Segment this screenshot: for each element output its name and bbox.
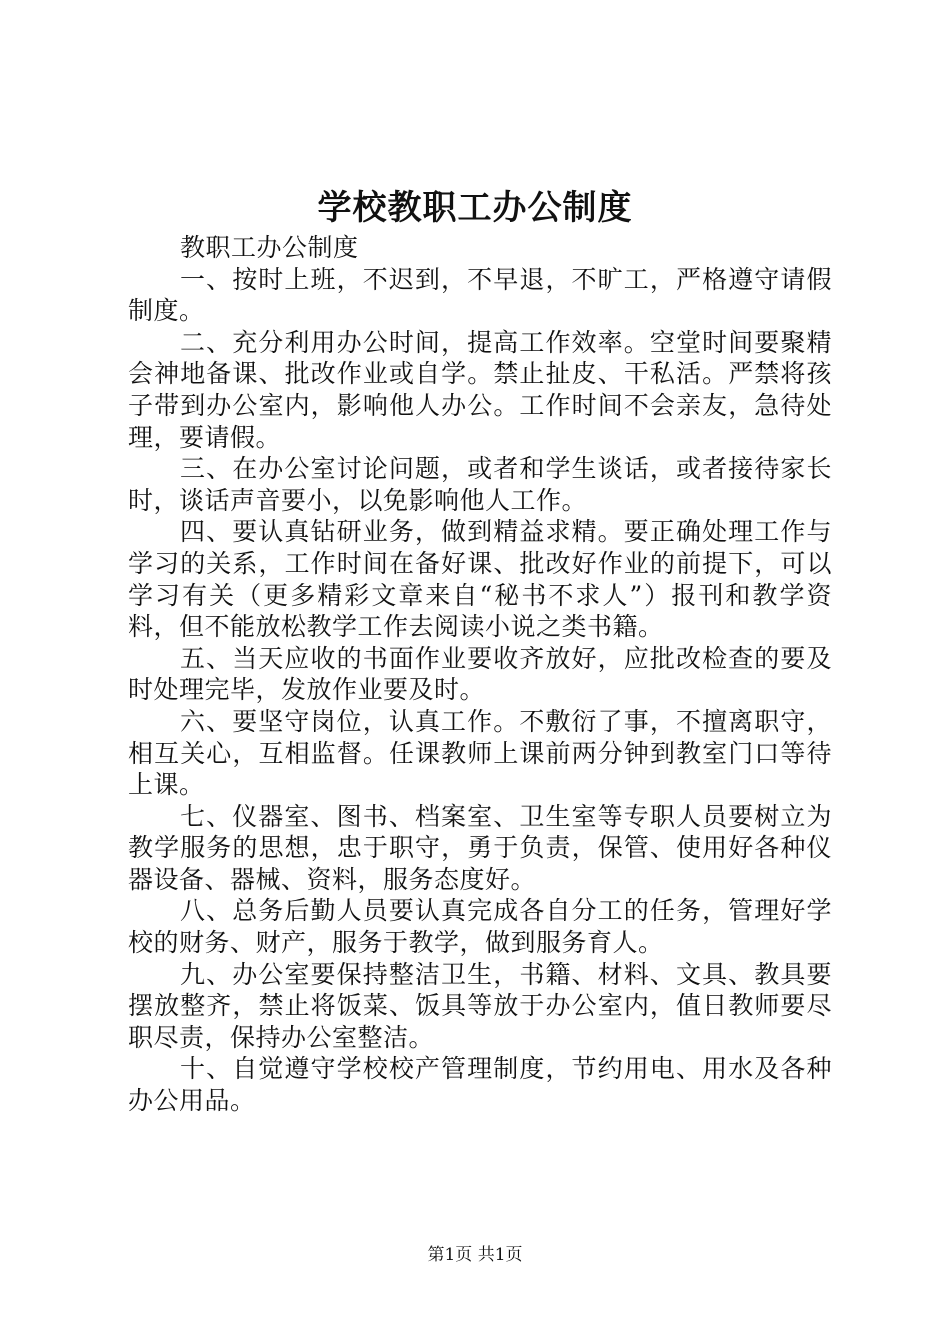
- page-footer: 第1页 共1页: [427, 1245, 523, 1265]
- rule-paragraph-10: 十、自觉遵守学校校产管理制度，节约用电、用水及各种办公用品。: [128, 1054, 832, 1116]
- rule-paragraph-3: 三、在办公室讨论问题，或者和学生谈话，或者接待家长时，谈话声音要小，以免影响他人工作。: [128, 454, 832, 515]
- rule-paragraph-5: 五、当天应收的书面作业要收齐放好，应批改检查的要及时处理完毕，发放作业要及时。: [128, 643, 832, 705]
- document-body: [128, 232, 832, 1117]
- document-title: 学校教职工办公制度: [317, 188, 633, 228]
- rule-paragraph-2: 二、充分利用办公时间，提高工作效率。空堂时间要聚精会神地备课、批改作业或自学。禁止扯皮、干私活。严禁将孩子带到办公室内，影响他人办公。工作时间不会亲友，急待处理，要请假。: [128, 327, 832, 452]
- rule-paragraph-6: 六、要坚守岗位，认真工作。不敷衍了事，不擅离职守，相互关心，互相监督。任课教师上课前两分钟到教室门口等待上课。: [128, 706, 832, 800]
- rule-paragraph-1: 一、按时上班，不迟到，不早退，不旷工，严格遵守请假制度。: [128, 264, 832, 326]
- rule-paragraph-8: 八、总务后勤人员要认真完成各自分工的任务，管理好学校的财务、财产，服务于教学，做到服务育人。: [128, 896, 832, 958]
- subtitle-paragraph: 教职工办公制度: [180, 233, 359, 262]
- rule-paragraph-7: 七、仪器室、图书、档案室、卫生室等专职人员要树立为教学服务的思想，忠于职守，勇于负责，保管、使用好各种仪器设备、器械、资料，服务态度好。: [128, 801, 832, 894]
- rule-paragraph-4: 四、要认真钻研业务，做到精益求精。要正确处理工作与学习的关系，工作时间在备好课、批改好作业的前提下，可以学习有关（更多精彩文章来自“秘书不求人”）报刊和教学资料，但不能放松教学工作去阅读小说之类书籍。: [128, 517, 832, 642]
- rule-paragraph-9: 九、办公室要保持整洁卫生，书籍、材料、文具、教具要摆放整齐，禁止将饭菜、饭具等放于办公室内，值日教师要尽职尽责，保持办公室整洁。: [128, 959, 832, 1052]
